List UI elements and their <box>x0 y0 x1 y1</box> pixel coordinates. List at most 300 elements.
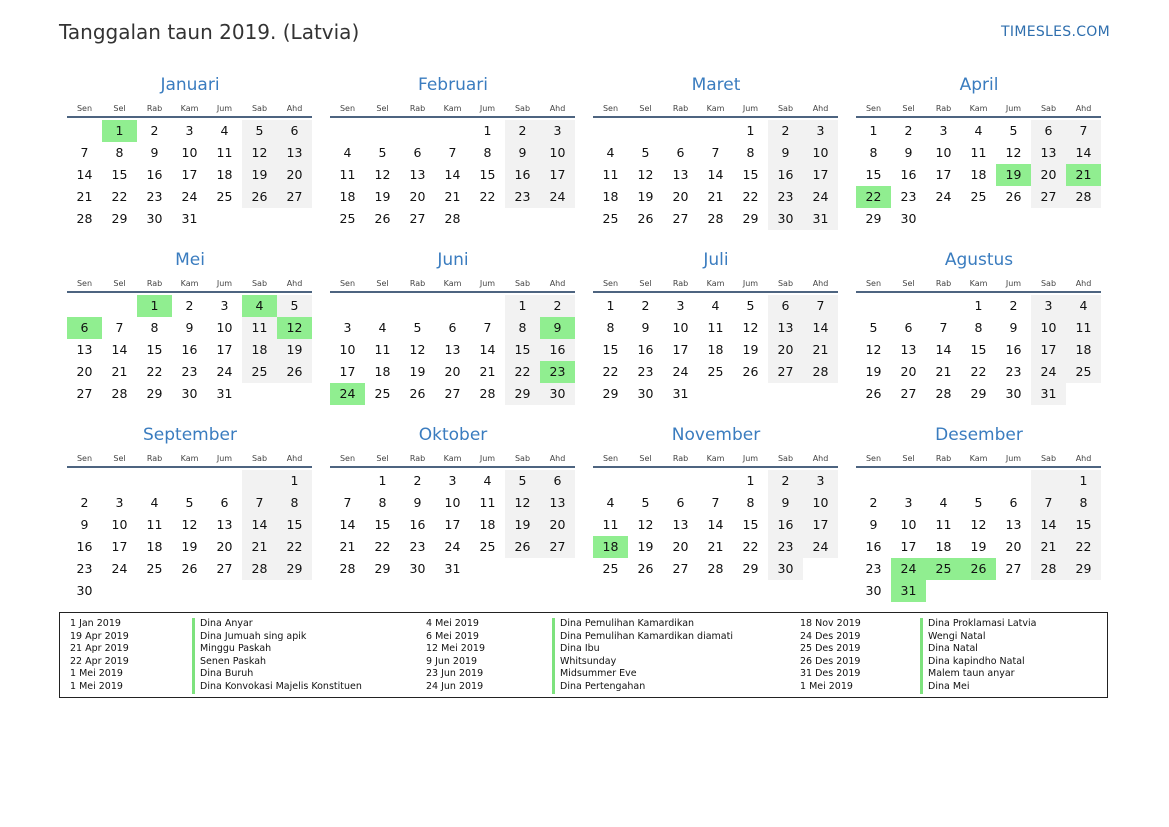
day-cell: 9 <box>505 142 540 164</box>
weekday-label: Sen <box>76 279 93 288</box>
day-cell: 25 <box>146 561 163 576</box>
day-cell: 18 <box>707 342 724 357</box>
brand-link[interactable]: TIMESLES.COM <box>1001 24 1110 40</box>
holiday-day-cell: 22 <box>856 186 891 208</box>
weekday-label: Rab <box>146 279 163 288</box>
day-cell: 28 <box>111 386 128 401</box>
day-cell: 3 <box>448 473 457 488</box>
empty-cell <box>277 580 312 602</box>
legend-name-column <box>920 618 1036 694</box>
weekday-label: Sen <box>865 279 882 288</box>
legend-holiday-name: Wengi Natal <box>920 631 1036 644</box>
day-cell: 14 <box>1066 142 1101 164</box>
empty-cell <box>926 580 961 602</box>
day-cell: 28 <box>444 211 461 226</box>
day-cell: 7 <box>115 320 124 335</box>
empty-cell <box>435 120 470 142</box>
empty-cell <box>470 208 505 230</box>
weekday-label: Ahd <box>812 454 829 463</box>
day-cell: 8 <box>746 145 755 160</box>
day-cell: 18 <box>602 189 619 204</box>
weekday-label: Sel <box>376 454 389 463</box>
empty-cell <box>961 470 996 492</box>
day-cell: 22 <box>479 189 496 204</box>
header-divider <box>593 466 838 468</box>
legend-holiday-name: Dina Konvokasi Majelis Konstituen <box>192 681 362 694</box>
day-cell: 2 <box>80 495 89 510</box>
day-grid <box>67 120 312 230</box>
day-cell: 20 <box>409 189 426 204</box>
legend-date: 6 Mei 2019 <box>426 630 479 642</box>
weekday-label: Kam <box>969 279 988 288</box>
empty-cell <box>400 120 435 142</box>
day-cell: 8 <box>115 145 124 160</box>
day-cell: 5 <box>641 495 650 510</box>
empty-cell <box>277 208 312 230</box>
day-cell: 22 <box>742 539 759 554</box>
header-divider <box>856 116 1101 118</box>
day-cell: 1 <box>869 123 878 138</box>
day-cell: 29 <box>602 386 619 401</box>
day-cell: 1 <box>606 298 615 313</box>
day-cell: 6 <box>1031 120 1066 142</box>
legend-holiday-name: Dina kapindho Natal <box>920 656 1036 669</box>
day-cell: 25 <box>242 361 277 383</box>
weekday-label: Sen <box>339 279 356 288</box>
day-cell: 9 <box>1009 320 1018 335</box>
day-cell: 4 <box>378 320 387 335</box>
day-cell: 27 <box>76 386 93 401</box>
day-cell: 21 <box>111 364 128 379</box>
day-cell: 24 <box>803 186 838 208</box>
day-cell: 23 <box>146 189 163 204</box>
day-cell: 22 <box>1066 536 1101 558</box>
day-cell: 25 <box>1066 361 1101 383</box>
day-cell: 7 <box>1031 492 1066 514</box>
day-cell: 12 <box>637 167 654 182</box>
month-september <box>67 424 313 602</box>
day-cell: 5 <box>277 295 312 317</box>
day-cell: 27 <box>277 186 312 208</box>
month-juli <box>593 249 839 405</box>
day-cell: 6 <box>448 320 457 335</box>
day-cell: 10 <box>181 145 198 160</box>
empty-cell <box>593 470 628 492</box>
day-cell: 26 <box>637 211 654 226</box>
day-cell: 14 <box>76 167 93 182</box>
day-cell: 27 <box>672 211 689 226</box>
day-cell: 18 <box>242 339 277 361</box>
day-grid <box>330 120 575 230</box>
day-cell: 11 <box>602 517 619 532</box>
empty-cell <box>1066 208 1101 230</box>
empty-cell <box>996 580 1031 602</box>
weekday-label: Kam <box>706 104 725 113</box>
weekday-label: Rab <box>672 454 689 463</box>
empty-cell <box>926 208 961 230</box>
weekday-label: Sab <box>1040 454 1057 463</box>
weekday-label: Jum <box>216 454 233 463</box>
day-cell: 25 <box>216 189 233 204</box>
day-cell: 6 <box>277 120 312 142</box>
weekday-label: Ahd <box>812 104 829 113</box>
weekday-label: Jum <box>216 279 233 288</box>
weekday-label: Rab <box>672 279 689 288</box>
empty-cell <box>698 383 733 405</box>
day-cell: 7 <box>242 492 277 514</box>
day-cell: 31 <box>216 386 233 401</box>
weekday-label: Kam <box>443 104 462 113</box>
day-cell: 3 <box>676 298 685 313</box>
month-maret <box>593 74 839 230</box>
day-cell: 1 <box>974 298 983 313</box>
day-cell: 25 <box>339 211 356 226</box>
legend-holiday-name: Malem taun anyar <box>920 668 1036 681</box>
empty-cell <box>67 470 102 492</box>
day-cell: 23 <box>76 561 93 576</box>
day-cell: 30 <box>540 383 575 405</box>
day-cell: 9 <box>869 517 878 532</box>
day-cell: 9 <box>413 495 422 510</box>
empty-cell <box>540 208 575 230</box>
day-cell: 1 <box>277 470 312 492</box>
day-cell: 11 <box>707 320 724 335</box>
day-cell: 14 <box>479 342 496 357</box>
holiday-day-cell: 1 <box>137 295 172 317</box>
weekday-label: Sel <box>902 104 915 113</box>
weekday-label: Sen <box>865 454 882 463</box>
legend-date: 24 Des 2019 <box>800 630 861 642</box>
weekday-label: Jum <box>479 104 496 113</box>
empty-cell <box>102 580 137 602</box>
day-cell: 17 <box>181 167 198 182</box>
day-cell: 31 <box>1031 383 1066 405</box>
day-cell: 10 <box>803 492 838 514</box>
day-cell: 29 <box>970 386 987 401</box>
weekday-label: Sel <box>113 104 126 113</box>
empty-cell <box>330 295 365 317</box>
day-cell: 30 <box>768 558 803 580</box>
header-divider <box>593 291 838 293</box>
legend-holiday-name: Midsummer Eve <box>552 668 733 681</box>
day-cell: 19 <box>742 342 759 357</box>
day-cell: 20 <box>277 164 312 186</box>
day-cell: 27 <box>768 361 803 383</box>
weekday-header <box>593 452 839 466</box>
day-cell: 6 <box>540 470 575 492</box>
empty-cell <box>470 295 505 317</box>
empty-cell <box>803 558 838 580</box>
day-cell: 25 <box>374 386 391 401</box>
month-name: Februari <box>418 75 488 95</box>
empty-cell <box>277 383 312 405</box>
day-cell: 18 <box>1066 339 1101 361</box>
day-cell: 28 <box>1066 186 1101 208</box>
empty-cell <box>1031 208 1066 230</box>
header-divider <box>67 466 312 468</box>
day-cell: 3 <box>220 298 229 313</box>
day-cell: 1 <box>505 295 540 317</box>
legend-date: 18 Nov 2019 <box>800 618 861 629</box>
holiday-day-cell: 4 <box>242 295 277 317</box>
day-cell: 8 <box>869 145 878 160</box>
day-cell: 17 <box>900 539 917 554</box>
day-cell: 26 <box>637 561 654 576</box>
weekday-header <box>330 102 576 116</box>
day-cell: 30 <box>637 386 654 401</box>
empty-cell <box>365 120 400 142</box>
empty-cell <box>593 120 628 142</box>
day-grid <box>856 470 1101 602</box>
day-cell: 26 <box>181 561 198 576</box>
day-cell: 13 <box>76 342 93 357</box>
day-cell: 28 <box>242 558 277 580</box>
weekday-label: Sen <box>339 104 356 113</box>
weekday-header <box>67 102 313 116</box>
day-cell: 21 <box>444 189 461 204</box>
day-cell: 23 <box>409 539 426 554</box>
day-cell: 29 <box>146 386 163 401</box>
header-divider <box>330 291 575 293</box>
day-cell: 18 <box>339 189 356 204</box>
day-cell: 12 <box>970 517 987 532</box>
day-cell: 16 <box>409 517 426 532</box>
day-cell: 24 <box>803 536 838 558</box>
empty-cell <box>698 470 733 492</box>
weekday-label: Sab <box>1040 279 1057 288</box>
day-cell: 13 <box>540 492 575 514</box>
day-cell: 8 <box>1066 492 1101 514</box>
day-cell: 15 <box>111 167 128 182</box>
day-cell: 25 <box>707 364 724 379</box>
weekday-label: Rab <box>146 454 163 463</box>
day-cell: 16 <box>768 514 803 536</box>
legend-name-column <box>552 618 733 694</box>
month-name: November <box>671 425 761 445</box>
month-name: Oktober <box>418 425 488 445</box>
legend-holiday-name: Senen Paskah <box>192 656 362 669</box>
day-cell: 19 <box>865 364 882 379</box>
day-cell: 7 <box>343 495 352 510</box>
weekday-label: Sel <box>113 279 126 288</box>
weekday-header <box>330 452 576 466</box>
day-cell: 22 <box>374 539 391 554</box>
weekday-header <box>856 102 1102 116</box>
day-cell: 10 <box>900 517 917 532</box>
empty-cell <box>540 558 575 580</box>
day-cell: 14 <box>444 167 461 182</box>
day-grid <box>593 295 838 405</box>
weekday-header <box>67 277 313 291</box>
empty-cell <box>961 208 996 230</box>
day-cell: 7 <box>483 320 492 335</box>
day-cell: 27 <box>444 386 461 401</box>
legend-date-column <box>70 618 129 694</box>
empty-cell <box>330 120 365 142</box>
day-cell: 6 <box>1009 495 1018 510</box>
day-cell: 16 <box>900 167 917 182</box>
day-cell: 30 <box>768 208 803 230</box>
legend-holiday-name: Dina Pertengahan <box>552 681 733 694</box>
day-cell: 3 <box>803 470 838 492</box>
day-cell: 6 <box>676 145 685 160</box>
day-cell: 24 <box>444 539 461 554</box>
weekday-label: Jum <box>479 454 496 463</box>
weekday-label: Rab <box>409 279 426 288</box>
day-cell: 16 <box>865 539 882 554</box>
day-cell: 27 <box>672 561 689 576</box>
day-cell: 12 <box>1005 145 1022 160</box>
day-cell: 14 <box>707 167 724 182</box>
empty-cell <box>891 470 926 492</box>
month-desember <box>856 424 1102 602</box>
day-cell: 12 <box>865 342 882 357</box>
weekday-label: Sen <box>76 454 93 463</box>
day-cell: 31 <box>803 208 838 230</box>
weekday-label: Sab <box>251 279 268 288</box>
day-cell: 15 <box>1066 514 1101 536</box>
day-cell: 17 <box>803 164 838 186</box>
day-cell: 29 <box>374 561 391 576</box>
header-divider <box>330 466 575 468</box>
day-cell: 11 <box>1066 317 1101 339</box>
day-cell: 9 <box>185 320 194 335</box>
day-cell: 2 <box>904 123 913 138</box>
month-name: Agustus <box>944 250 1014 270</box>
day-cell: 1 <box>746 473 755 488</box>
month-name: April <box>959 75 999 95</box>
day-cell: 3 <box>939 123 948 138</box>
day-cell: 17 <box>672 342 689 357</box>
holiday-day-cell: 25 <box>926 558 961 580</box>
day-cell: 18 <box>479 517 496 532</box>
day-cell: 29 <box>742 561 759 576</box>
day-cell: 2 <box>768 120 803 142</box>
holiday-day-cell: 24 <box>330 383 365 405</box>
day-grid <box>330 295 575 405</box>
legend-holiday-name: Dina Pemulihan Kamardikan <box>552 618 733 631</box>
day-cell: 15 <box>479 167 496 182</box>
weekday-label: Kam <box>969 454 988 463</box>
day-cell: 31 <box>444 561 461 576</box>
day-cell: 8 <box>974 320 983 335</box>
day-cell: 25 <box>479 539 496 554</box>
day-cell: 11 <box>374 342 391 357</box>
empty-cell <box>102 295 137 317</box>
day-grid <box>856 120 1101 230</box>
weekday-label: Rab <box>409 454 426 463</box>
day-cell: 7 <box>939 320 948 335</box>
day-cell: 4 <box>974 123 983 138</box>
day-cell: 9 <box>150 145 159 160</box>
day-cell: 17 <box>1031 339 1066 361</box>
day-cell: 6 <box>220 495 229 510</box>
day-cell: 5 <box>378 145 387 160</box>
day-cell: 16 <box>76 539 93 554</box>
empty-cell <box>1031 580 1066 602</box>
day-cell: 2 <box>1009 298 1018 313</box>
day-cell: 20 <box>216 539 233 554</box>
day-cell: 20 <box>672 539 689 554</box>
day-cell: 30 <box>146 211 163 226</box>
day-cell: 26 <box>374 211 391 226</box>
month-november <box>593 424 839 580</box>
day-cell: 15 <box>742 167 759 182</box>
legend-date: 31 Des 2019 <box>800 668 861 680</box>
day-cell: 11 <box>935 517 952 532</box>
day-cell: 18 <box>146 539 163 554</box>
day-cell: 17 <box>803 514 838 536</box>
day-cell: 10 <box>672 320 689 335</box>
day-grid <box>330 470 575 580</box>
weekday-label: Sel <box>902 279 915 288</box>
day-cell: 7 <box>711 145 720 160</box>
day-cell: 10 <box>935 145 952 160</box>
day-cell: 2 <box>413 473 422 488</box>
legend-date: 12 Mei 2019 <box>426 643 485 655</box>
legend-holiday-name: Dina Mei <box>920 681 1036 694</box>
day-cell: 16 <box>146 167 163 182</box>
day-cell: 11 <box>602 167 619 182</box>
day-cell: 15 <box>742 517 759 532</box>
day-cell: 2 <box>869 495 878 510</box>
weekday-label: Sel <box>376 104 389 113</box>
day-cell: 22 <box>111 189 128 204</box>
day-cell: 15 <box>146 342 163 357</box>
day-cell: 14 <box>1031 514 1066 536</box>
day-cell: 22 <box>970 364 987 379</box>
day-cell: 10 <box>216 320 233 335</box>
day-cell: 19 <box>277 339 312 361</box>
holiday-day-cell: 18 <box>593 536 628 558</box>
empty-cell <box>207 470 242 492</box>
day-cell: 27 <box>216 561 233 576</box>
day-cell: 3 <box>343 320 352 335</box>
day-cell: 8 <box>277 492 312 514</box>
weekday-label: Rab <box>935 454 952 463</box>
day-cell: 29 <box>1066 558 1101 580</box>
empty-cell <box>628 470 663 492</box>
day-cell: 7 <box>711 495 720 510</box>
month-januari <box>67 74 313 230</box>
day-cell: 22 <box>742 189 759 204</box>
legend-holiday-name: Dina Natal <box>920 643 1036 656</box>
month-name: September <box>143 425 237 445</box>
day-cell: 13 <box>672 167 689 182</box>
day-cell: 19 <box>374 189 391 204</box>
day-cell: 20 <box>672 189 689 204</box>
empty-cell <box>242 383 277 405</box>
day-cell: 12 <box>505 492 540 514</box>
day-cell: 12 <box>742 320 759 335</box>
day-cell: 19 <box>242 164 277 186</box>
legend-date: 21 Apr 2019 <box>70 643 129 655</box>
day-cell: 30 <box>865 583 882 598</box>
empty-cell <box>172 580 207 602</box>
empty-cell <box>856 295 891 317</box>
day-cell: 23 <box>1005 364 1022 379</box>
day-grid <box>67 470 312 602</box>
day-cell: 2 <box>641 298 650 313</box>
day-cell: 26 <box>742 364 759 379</box>
day-cell: 20 <box>768 339 803 361</box>
day-cell: 21 <box>803 339 838 361</box>
holiday-day-cell: 21 <box>1066 164 1101 186</box>
day-cell: 25 <box>602 211 619 226</box>
weekday-label: Sab <box>514 104 531 113</box>
day-cell: 3 <box>185 123 194 138</box>
day-cell: 26 <box>409 386 426 401</box>
